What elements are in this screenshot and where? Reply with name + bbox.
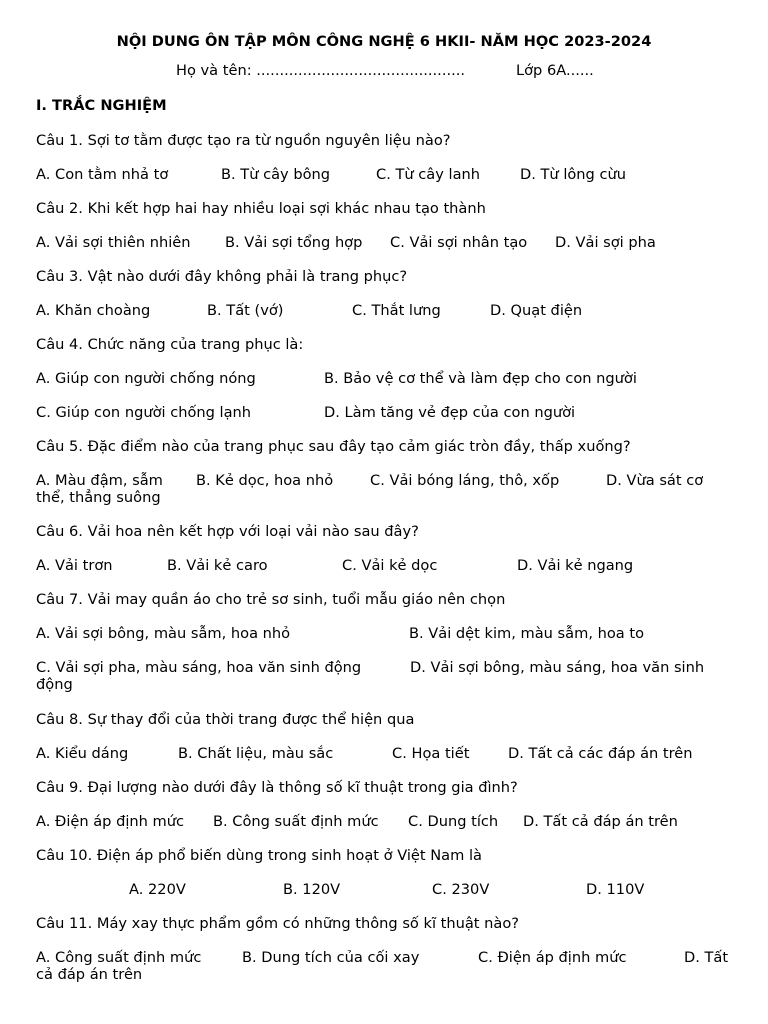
option-c: C. Dung tích	[408, 813, 499, 830]
option-a: A. Vải sợi bông, màu sẫm, hoa nhỏ	[36, 625, 291, 642]
option-b: B. Từ cây bông	[221, 166, 331, 183]
option-b: B. Kẻ dọc, hoa nhỏ	[196, 472, 334, 489]
option-d: D. Vừa sát cơ	[606, 472, 704, 489]
option-d: D. Quạt điện	[490, 302, 583, 319]
question-6: Câu 6. Vải hoa nên kết hợp với loại vải nào sau đây?	[36, 523, 419, 540]
option-a: A. Khăn choàng	[36, 302, 151, 319]
option-b: B. Công suất định mức	[213, 813, 379, 830]
option-d: D. Vải kẻ ngang	[517, 557, 634, 574]
option-c: C. Thắt lưng	[352, 302, 441, 319]
option-d: D. Vải sợi bông, màu sáng, hoa văn sinh	[410, 659, 705, 676]
option-a: A. Kiểu dáng	[36, 745, 129, 762]
option-d: D. Từ lông cừu	[520, 166, 626, 183]
option-d: D. Tất cả đáp án trên	[523, 813, 678, 830]
option-a: A. Vải trơn	[36, 557, 113, 574]
option-a: A. Vải sợi thiên nhiên	[36, 234, 191, 251]
question-11: Câu 11. Máy xay thực phẩm gồm có những thông số kĩ thuật nào?	[36, 915, 520, 932]
question-9: Câu 9. Đại lượng nào dưới đây là thông số kĩ thuật trong gia đình?	[36, 779, 518, 796]
option-b: B. Vải kẻ caro	[167, 557, 268, 574]
option-c: C. Họa tiết	[392, 745, 470, 762]
question-8: Câu 8. Sự thay đổi của thời trang được thể hiện qua	[36, 711, 415, 728]
option-c: C. Từ cây lanh	[376, 166, 481, 183]
option-d: D. 110V	[586, 881, 645, 898]
option-b: B. Vải dệt kim, màu sẫm, hoa to	[409, 625, 645, 642]
question-7: Câu 7. Vải may quần áo cho trẻ sơ sinh, tuổi mẫu giáo nên chọn	[36, 591, 506, 608]
option-c: C. Vải kẻ dọc	[342, 557, 438, 574]
option-c: C. Vải bóng láng, thô, xốp	[370, 472, 560, 489]
option-b: B. Chất liệu, màu sắc	[178, 745, 334, 762]
option-b: B. Bảo vệ cơ thể và làm đẹp cho con người	[324, 370, 637, 387]
question-11-option-d-continued: cả đáp án trên	[36, 966, 143, 983]
name-field-label: Họ và tên: .............................................	[176, 62, 466, 79]
question-7-option-d-continued: động	[36, 676, 73, 693]
option-b: B. Dung tích của cối xay	[242, 949, 420, 966]
option-a: A. 220V	[129, 881, 186, 898]
option-a: A. Điện áp định mức	[36, 813, 185, 830]
option-d: D. Vải sợi pha	[555, 234, 656, 251]
question-4: Câu 4. Chức năng của trang phục là:	[36, 336, 304, 353]
question-3: Câu 3. Vật nào dưới đây không phải là trang phục?	[36, 268, 408, 285]
option-c: C. Giúp con người chống lạnh	[36, 404, 252, 421]
option-b: B. 120V	[283, 881, 341, 898]
option-d: D. Tất cả các đáp án trên	[508, 745, 693, 762]
option-a: A. Màu đậm, sẫm	[36, 472, 163, 489]
option-c: C. Vải sợi pha, màu sáng, hoa văn sinh động	[36, 659, 362, 676]
question-2: Câu 2. Khi kết hợp hai hay nhiều loại sợi khác nhau tạo thành	[36, 200, 486, 217]
option-d: D. Tất	[684, 949, 729, 966]
section-heading: I. TRẮC NGHIỆM	[36, 97, 167, 114]
option-a: A. Con tằm nhả tơ	[36, 166, 169, 183]
question-5-option-d-continued: thể, thẳng suông	[36, 489, 161, 506]
question-5: Câu 5. Đặc điểm nào của trang phục sau đây tạo cảm giác tròn đầy, thấp xuống?	[36, 438, 631, 455]
question-10: Câu 10. Điện áp phổ biến dùng trong sinh hoạt ở Việt Nam là	[36, 847, 482, 864]
option-c: C. 230V	[432, 881, 490, 898]
option-c: C. Điện áp định mức	[478, 949, 627, 966]
document-title: NỘI DUNG ÔN TẬP MÔN CÔNG NGHỆ 6 HKII- NĂM HỌC 2023-2024	[116, 33, 652, 50]
option-d: D. Làm tăng vẻ đẹp của con người	[324, 404, 576, 421]
option-b: B. Tất (vớ)	[207, 302, 284, 319]
option-a: A. Giúp con người chống nóng	[36, 370, 256, 387]
question-1: Câu 1. Sợi tơ tằm được tạo ra từ nguồn nguyên liệu nào?	[36, 132, 451, 149]
option-b: B. Vải sợi tổng hợp	[225, 234, 363, 251]
option-a: A. Công suất định mức	[36, 949, 202, 966]
option-c: C. Vải sợi nhân tạo	[390, 234, 528, 251]
class-field-label: Lớp 6A......	[516, 62, 594, 79]
